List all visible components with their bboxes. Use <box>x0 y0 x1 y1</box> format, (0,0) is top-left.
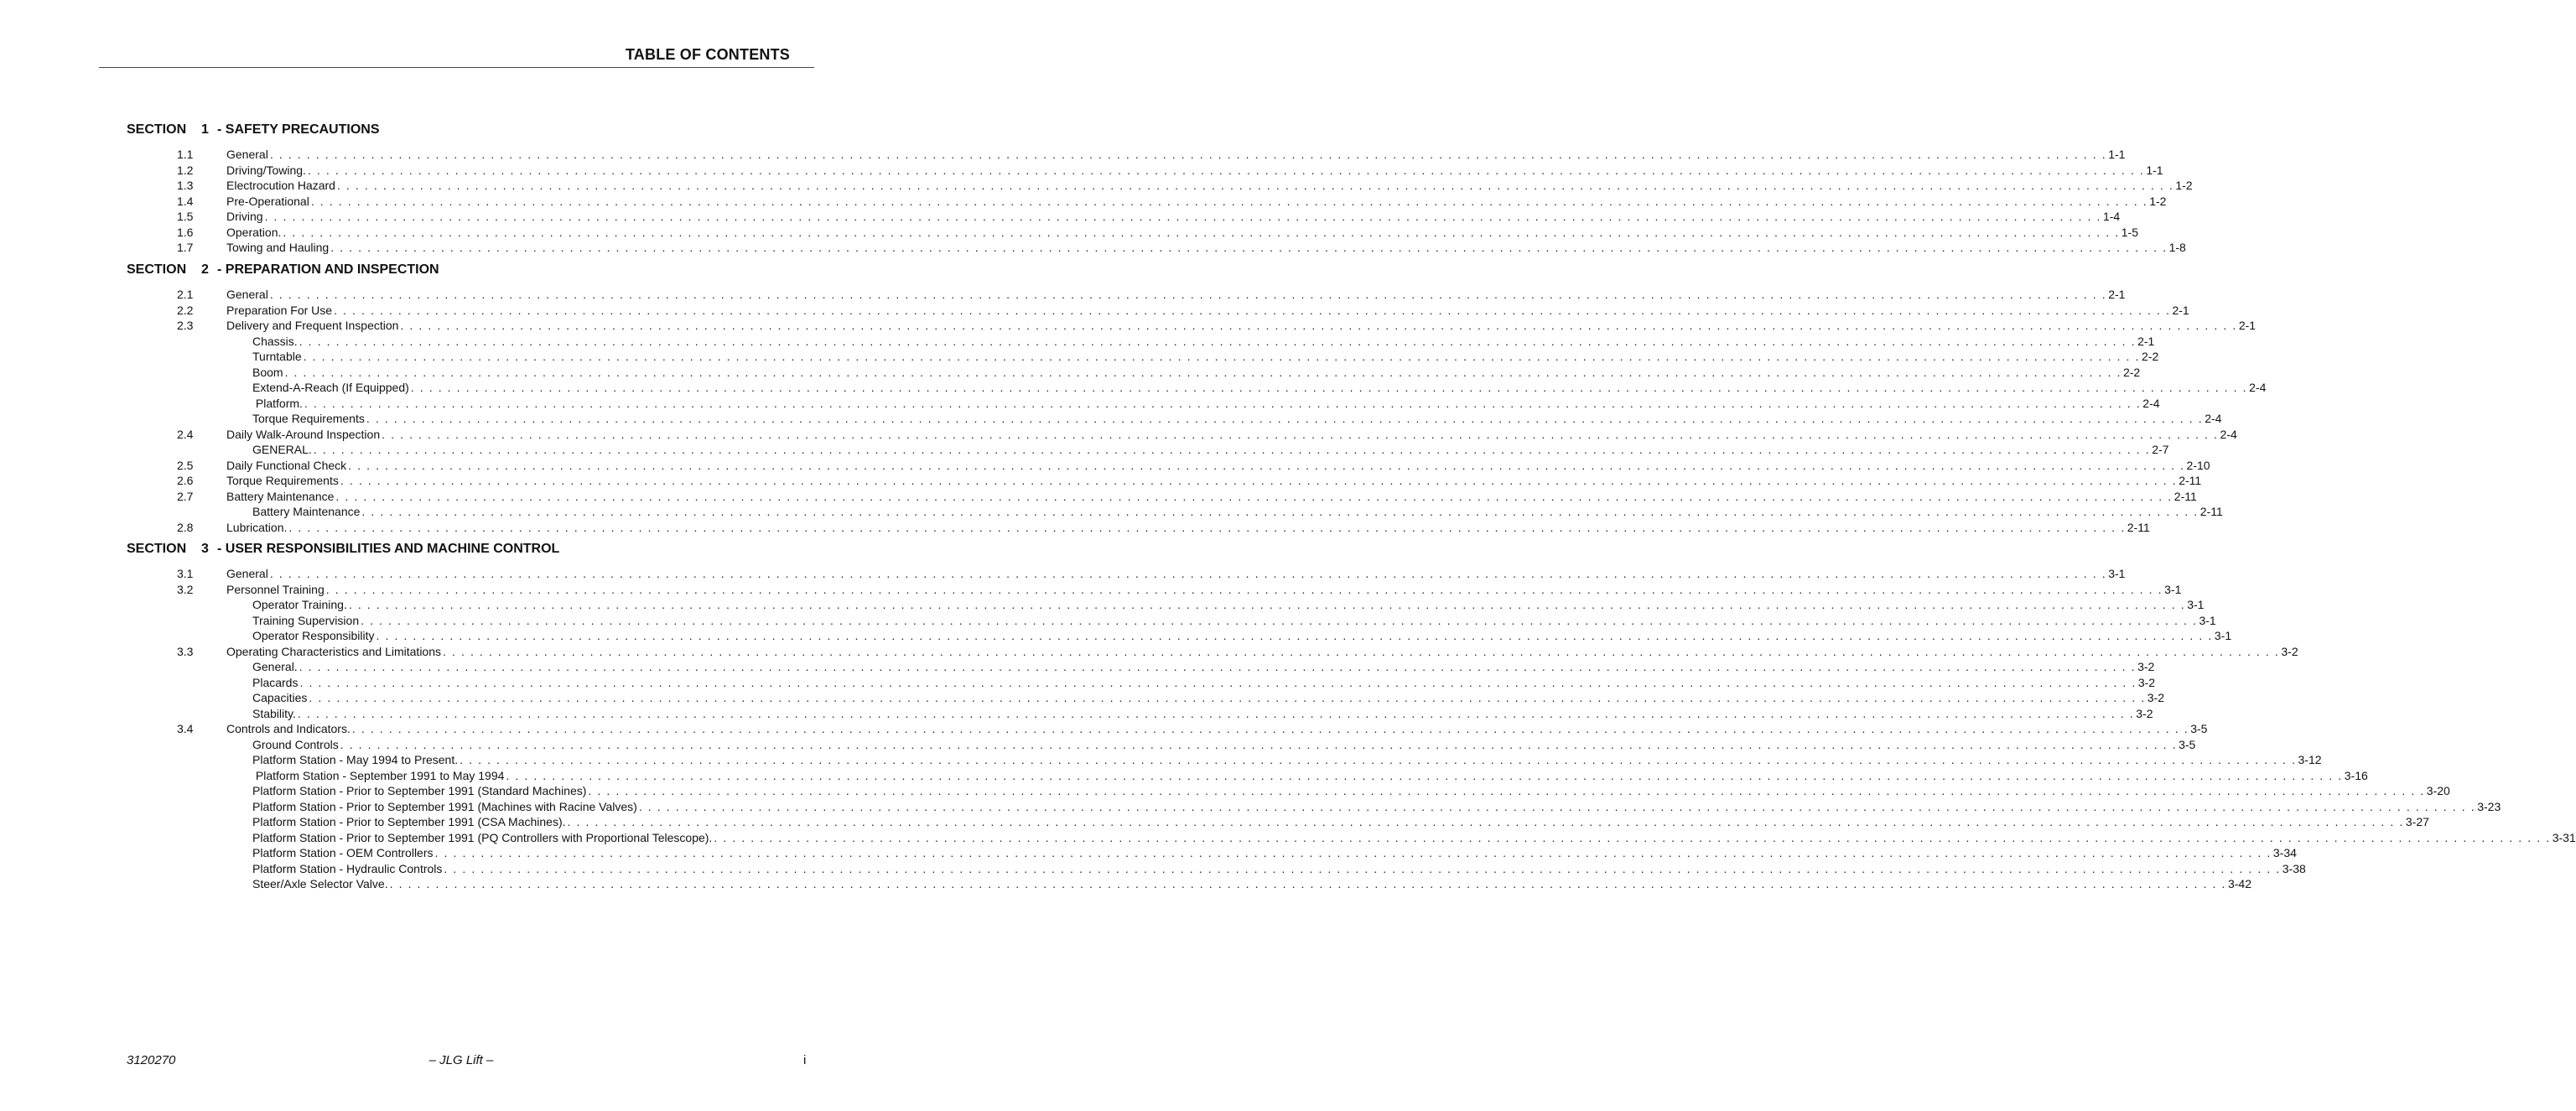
entry-label: General <box>226 148 268 161</box>
entry-page: 3-20 <box>2426 784 2450 797</box>
entry-label: Operating Characteristics and Limitations <box>226 644 442 658</box>
entry-page: 2-2 <box>2122 365 2141 379</box>
dot-leader: . . . . . . . . . . . . . . . . . . . . . . . . . . . . . . . . . . . . . . . . . . . . . . . . . . . . . . . . . . . . . . . . . . . . . . . . . . . . . . . . . . . . . . . . . . . . . . . . . . . . . . . . . . . . . . . . . . . . . . . . . . . . . . . . . . . . . . . . . . . . . . . . . . . . . . . . . . . . . . . . . . . . . . . . . . . . . . . . . . . . . . . . . . . . . . . . . . . . . . . . <box>309 691 2146 704</box>
entry-page: 3-42 <box>2227 877 2252 890</box>
toc-entry[interactable] <box>0 240 2186 255</box>
entry-number: 3.4 <box>177 722 194 735</box>
entry-label: Daily Functional Check <box>226 458 347 472</box>
entry-page: 3-5 <box>2190 722 2208 735</box>
entry-page: 2-1 <box>2108 288 2126 301</box>
toc-entry[interactable] <box>0 178 2193 193</box>
entry-line <box>226 489 2197 504</box>
dot-leader: . . . . . . . . . . . . . . . . . . . . . . . . . . . . . . . . . . . . . . . . . . . . . . . . . . . . . . . . . . . . . . . . . . . . . . . . . . . . . . . . . . . . . . . . . . . . . . . . . . . . . . . . . . . . . . . . . . . . . . . . . . . . . . . . . . . . . . . . . . . . . . . . . . . . . . . . . . . . . . . . . . . . . . . . . . . . . . . . . . . . . . . . . . . . . . . . . . . . . . . . <box>389 877 2226 890</box>
dot-leader: . . . . . . . . . . . . . . . . . . . . . . . . . . . . . . . . . . . . . . . . . . . . . . . . . . . . . . . . . . . . . . . . . . . . . . . . . . . . . . . . . . . . . . . . . . . . . . . . . . . . . . . . . . . . . . . . . . . . . . . . . . . . . . . . . . . . . . . . . . . . . . . . . . . . . . . . . . . . . . . . . . . . . . . . . . . . . . . . . . . . . . . . . . . . . . . . . . . . . . . . <box>269 567 2107 580</box>
dot-leader: . . . . . . . . . . . . . . . . . . . . . . . . . . . . . . . . . . . . . . . . . . . . . . . . . . . . . . . . . . . . . . . . . . . . . . . . . . . . . . . . . . . . . . . . . . . . . . . . . . . . . . . . . . . . . . . . . . . . . . . . . . . . . . . . . . . . . . . . . . . . . . . . . . . . . . . . . . . . . . . . . . . . . . . . . . . . . . . . . . . . . . . . . . . . . . . . . . . . . . . . <box>336 179 2174 192</box>
dot-leader: . . . . . . . . . . . . . . . . . . . . . . . . . . . . . . . . . . . . . . . . . . . . . . . . . . . . . . . . . . . . . . . . . . . . . . . . . . . . . . . . . . . . . . . . . . . . . . . . . . . . . . . . . . . . . . . . . . . . . . . . . . . . . . . . . . . . . . . . . . . . . . . . . . . . . . . . . . . . . . . . . . . . . . . . . . . . . . . . . . . . . . . . . . . . . . . . . . . . . . . . <box>269 288 2107 301</box>
dot-leader: . . . . . . . . . . . . . . . . . . . . . . . . . . . . . . . . . . . . . . . . . . . . . . . . . . . . . . . . . . . . . . . . . . . . . . . . . . . . . . . . . . . . . . . . . . . . . . . . . . . . . . . . . . . . . . . . . . . . . . . . . . . . . . . . . . . . . . . . . . . . . . . . . . . . . . . . . . . . . . . . . . . . . . . . . . . . . . . . . . . . . . . . . . . . . . . . . . . . . . . . <box>348 458 2185 472</box>
entry-line <box>252 442 2169 457</box>
dot-leader: . . . . . . . . . . . . . . . . . . . . . . . . . . . . . . . . . . . . . . . . . . . . . . . . . . . . . . . . . . . . . . . . . . . . . . . . . . . . . . . . . . . . . . . . . . . . . . . . . . . . . . . . . . . . . . . . . . . . . . . . . . . . . . . . . . . . . . . . . . . . . . . . . . . . . . . . . . . . . . . . . . . . . . . . . . . . . . . . . . . . . . . . . . . . . . . . . . . . . . . . <box>313 443 2151 456</box>
entry-page: 2-4 <box>2220 427 2237 441</box>
entry-label: Pre-Operational <box>226 194 309 208</box>
entry-number: 1.3 <box>177 179 194 192</box>
section-word: SECTION <box>127 542 187 556</box>
entry-label: Platform. <box>252 396 303 410</box>
toc-entry[interactable] <box>0 365 2141 380</box>
toc-entry[interactable] <box>0 504 2223 519</box>
entry-label: Platform Station - Hydraulic Controls <box>252 861 443 875</box>
toc-entry[interactable] <box>0 225 2138 240</box>
toc-entry[interactable] <box>0 613 2216 628</box>
entry-page: 2-11 <box>2179 474 2202 487</box>
entry-line <box>252 876 2252 891</box>
dot-leader: . . . . . . . . . . . . . . . . . . . . . . . . . . . . . . . . . . . . . . . . . . . . . . . . . . . . . . . . . . . . . . . . . . . . . . . . . . . . . . . . . . . . . . . . . . . . . . . . . . . . . . . . . . . . . . . . . . . . . . . . . . . . . . . . . . . . . . . . . . . . . . . . . . . . . . . . . . . . . . . . . . . . . . . . . . . . . . . . . . . . . . . . . . . . . . . . . . . . . . . . <box>434 846 2272 859</box>
entry-line <box>226 147 2126 162</box>
entry-label: GENERAL. <box>252 443 312 456</box>
entry-page: 1-5 <box>2121 225 2138 239</box>
toc-entry[interactable] <box>0 147 2126 162</box>
entry-line <box>252 768 2368 783</box>
section-title: - SAFETY PRECAUTIONS <box>217 122 380 137</box>
entry-line <box>226 520 2150 535</box>
toc-entry[interactable] <box>0 411 2222 426</box>
toc-entry[interactable] <box>0 768 2368 783</box>
entry-line <box>252 861 2306 876</box>
entry-page: 3-2 <box>2137 675 2156 689</box>
dot-leader: . . . . . . . . . . . . . . . . . . . . . . . . . . . . . . . . . . . . . . . . . . . . . . . . . . . . . . . . . . . . . . . . . . . . . . . . . . . . . . . . . . . . . . . . . . . . . . . . . . . . . . . . . . . . . . . . . . . . . . . . . . . . . . . . . . . . . . . . . . . . . . . . . . . . . . . . . . . . . . . . . . . . . . . . . . . . . . . . . . . . . . . . . . . . . . . . . . . . . . . . <box>351 722 2189 735</box>
entry-page: 3-2 <box>2147 691 2164 704</box>
entry-label: Platform Station - Prior to September 1991 (CSA Machines). <box>252 815 566 828</box>
entry-number: 1.1 <box>177 148 194 161</box>
dot-leader: . . . . . . . . . . . . . . . . . . . . . . . . . . . . . . . . . . . . . . . . . . . . . . . . . . . . . . . . . . . . . . . . . . . . . . . . . . . . . . . . . . . . . . . . . . . . . . . . . . . . . . . . . . . . . . . . . . . . . . . . . . . . . . . . . . . . . . . . . . . . . . . . . . . . . . . . . . . . . . . . . . . . . . . . . . . . . . . . . . . . . . . . . . . . . . . . . . . . . . . . <box>400 319 2237 332</box>
toc-entry[interactable] <box>0 706 2153 721</box>
entry-line <box>226 240 2186 255</box>
entry-label: Platform Station - Prior to September 1991 (Standard Machines) <box>252 784 587 797</box>
section-heading <box>127 122 380 138</box>
entry-line <box>252 504 2223 519</box>
entry-number: 2.7 <box>177 489 194 503</box>
section-number: 3 <box>201 542 209 556</box>
toc-entry[interactable] <box>0 489 2197 504</box>
entry-label: Extend-A-Reach (If Equipped) <box>252 381 409 394</box>
dot-leader: . . . . . . . . . . . . . . . . . . . . . . . . . . . . . . . . . . . . . . . . . . . . . . . . . . . . . . . . . . . . . . . . . . . . . . . . . . . . . . . . . . . . . . . . . . . . . . . . . . . . . . . . . . . . . . . . . . . . . . . . . . . . . . . . . . . . . . . . . . . . . . . . . . . . . . . . . . . . . . . . . . . . . . . . . . . . . . . . . . . . . . . . . . . . . . . . . . . . . . . . <box>444 861 2281 875</box>
toc-entry[interactable] <box>0 675 2156 690</box>
entry-label: Torque Requirements <box>252 412 365 425</box>
dot-leader: . . . . . . . . . . . . . . . . . . . . . . . . . . . . . . . . . . . . . . . . . . . . . . . . . . . . . . . . . . . . . . . . . . . . . . . . . . . . . . . . . . . . . . . . . . . . . . . . . . . . . . . . . . . . . . . . . . . . . . . . . . . . . . . . . . . . . . . . . . . . . . . . . . . . . . . . . . . . . . . . . . . . . . . . . . . . . . . . . . . . . . . . . . . . . . . . . . . . . . . . <box>299 675 2137 689</box>
dot-leader: . . . . . . . . . . . . . . . . . . . . . . . . . . . . . . . . . . . . . . . . . . . . . . . . . . . . . . . . . . . . . . . . . . . . . . . . . . . . . . . . . . . . . . . . . . . . . . . . . . . . . . . . . . . . . . . . . . . . . . . . . . . . . . . . . . . . . . . . . . . . . . . . . . . . . . . . . . . . . . . . . . . . . . . . . . . . . . . . . . . . . . . . . . . . . . . . . . . . . . . . <box>714 830 2551 844</box>
entry-label: Stability. <box>252 706 296 720</box>
entry-label: Preparation For Use <box>226 303 333 317</box>
dot-leader: . . . . . . . . . . . . . . . . . . . . . . . . . . . . . . . . . . . . . . . . . . . . . . . . . . . . . . . . . . . . . . . . . . . . . . . . . . . . . . . . . . . . . . . . . . . . . . . . . . . . . . . . . . . . . . . . . . . . . . . . . . . . . . . . . . . . . . . . . . . . . . . . . . . . . . . . . . . . . . . . . . . . . . . . . . . . . . . . . . . . . . . . . . . . . . . . . . . . . . . . <box>310 194 2148 208</box>
entry-line <box>252 349 2159 364</box>
toc-entry[interactable] <box>0 396 2160 411</box>
entry-number: 1.6 <box>177 225 194 239</box>
entry-label: Towing and Hauling <box>226 241 330 254</box>
entry-number: 2.6 <box>177 474 194 487</box>
entry-line <box>252 380 2267 395</box>
entry-number: 3.3 <box>177 644 194 658</box>
entry-label: Daily Walk-Around Inspection <box>226 427 381 441</box>
entry-page: 3-27 <box>2405 815 2429 828</box>
toc-entry[interactable] <box>0 582 2182 597</box>
entry-page: 2-11 <box>2174 489 2197 503</box>
toc-entry[interactable] <box>0 209 2121 224</box>
entry-line <box>226 194 2167 209</box>
entry-line <box>226 458 2210 473</box>
dot-leader: . . . . . . . . . . . . . . . . . . . . . . . . . . . . . . . . . . . . . . . . . . . . . . . . . . . . . . . . . . . . . . . . . . . . . . . . . . . . . . . . . . . . . . . . . . . . . . . . . . . . . . . . . . . . . . . . . . . . . . . . . . . . . . . . . . . . . . . . . . . . . . . . . . . . . . . . . . . . . . . . . . . . . . . . . . . . . . . . . . . . . . . . . . . . . . . . . . . . . . . . <box>443 644 2280 658</box>
entry-label: Delivery and Frequent Inspection <box>226 319 399 332</box>
entry-page: 3-34 <box>2272 846 2297 859</box>
entry-page: 2-4 <box>2249 381 2267 394</box>
entry-page: 2-7 <box>2152 443 2169 456</box>
entry-page: 2-11 <box>2199 505 2223 518</box>
entry-line <box>226 163 2163 178</box>
entry-line <box>252 396 2160 411</box>
toc-entry[interactable] <box>0 163 2163 178</box>
entry-number: 1.5 <box>177 210 194 223</box>
entry-page: 3-12 <box>2298 753 2322 766</box>
entry-label: General <box>226 567 268 580</box>
entry-page: 2-1 <box>2172 303 2189 317</box>
entry-line <box>252 799 2501 814</box>
entry-line <box>252 830 2576 845</box>
dot-leader: . . . . . . . . . . . . . . . . . . . . . . . . . . . . . . . . . . . . . . . . . . . . . . . . . . . . . . . . . . . . . . . . . . . . . . . . . . . . . . . . . . . . . . . . . . . . . . . . . . . . . . . . . . . . . . . . . . . . . . . . . . . . . . . . . . . . . . . . . . . . . . . . . . . . . . . . . . . . . . . . . . . . . . . . . . . . . . . . . . . . . . . . . . . . . . . . . . . . . . . . <box>264 210 2101 223</box>
dot-leader: . . . . . . . . . . . . . . . . . . . . . . . . . . . . . . . . . . . . . . . . . . . . . . . . . . . . . . . . . . . . . . . . . . . . . . . . . . . . . . . . . . . . . . . . . . . . . . . . . . . . . . . . . . . . . . . . . . . . . . . . . . . . . . . . . . . . . . . . . . . . . . . . . . . . . . . . . . . . . . . . . . . . . . . . . . . . . . . . . . . . . . . . . . . . . . . . . . . . . . . . <box>340 474 2178 487</box>
section-heading <box>127 542 559 557</box>
entry-line <box>252 411 2222 426</box>
entry-line <box>252 597 2205 612</box>
dot-leader: . . . . . . . . . . . . . . . . . . . . . . . . . . . . . . . . . . . . . . . . . . . . . . . . . . . . . . . . . . . . . . . . . . . . . . . . . . . . . . . . . . . . . . . . . . . . . . . . . . . . . . . . . . . . . . . . . . . . . . . . . . . . . . . . . . . . . . . . . . . . . . . . . . . . . . . . . . . . . . . . . . . . . . . . . . . . . . . . . . . . . . . . . . . . . . . . . . . . . . . . <box>284 365 2122 379</box>
dot-leader: . . . . . . . . . . . . . . . . . . . . . . . . . . . . . . . . . . . . . . . . . . . . . . . . . . . . . . . . . . . . . . . . . . . . . . . . . . . . . . . . . . . . . . . . . . . . . . . . . . . . . . . . . . . . . . . . . . . . . . . . . . . . . . . . . . . . . . . . . . . . . . . . . . . . . . . . . . . . . . . . . . . . . . . . . . . . . . . . . . . . . . . . . . . . . . . . . . . . . . . . <box>299 334 2137 348</box>
dot-leader: . . . . . . . . . . . . . . . . . . . . . . . . . . . . . . . . . . . . . . . . . . . . . . . . . . . . . . . . . . . . . . . . . . . . . . . . . . . . . . . . . . . . . . . . . . . . . . . . . . . . . . . . . . . . . . . . . . . . . . . . . . . . . . . . . . . . . . . . . . . . . . . . . . . . . . . . . . . . . . . . . . . . . . . . . . . . . . . . . . . . . . . . . . . . . . . . . . . . . . . . <box>334 303 2171 317</box>
entry-page: 3-5 <box>2179 737 2196 751</box>
entry-label: Operator Training. <box>252 598 347 611</box>
dot-leader: . . . . . . . . . . . . . . . . . . . . . . . . . . . . . . . . . . . . . . . . . . . . . . . . . . . . . . . . . . . . . . . . . . . . . . . . . . . . . . . . . . . . . . . . . . . . . . . . . . . . . . . . . . . . . . . . . . . . . . . . . . . . . . . . . . . . . . . . . . . . . . . . . . . . . . . . . . . . . . . . . . . . . . . . . . . . . . . . . . . . . . . . . . . . . . . . . . . . . . . . <box>361 505 2199 518</box>
entry-line <box>252 690 2164 705</box>
section-number: 2 <box>201 262 209 277</box>
entry-page: 3-1 <box>2108 567 2126 580</box>
dot-leader: . . . . . . . . . . . . . . . . . . . . . . . . . . . . . . . . . . . . . . . . . . . . . . . . . . . . . . . . . . . . . . . . . . . . . . . . . . . . . . . . . . . . . . . . . . . . . . . . . . . . . . . . . . . . . . . . . . . . . . . . . . . . . . . . . . . . . . . . . . . . . . . . . . . . . . . . . . . . . . . . . . . . . . . . . . . . . . . . . . . . . . . . . . . . . . . . . . . . . . . . <box>269 148 2107 161</box>
toc-entry[interactable] <box>0 690 2164 705</box>
toc-entry[interactable] <box>0 380 2267 395</box>
entry-line <box>252 814 2429 829</box>
entry-line <box>226 721 2208 736</box>
entry-page: 2-11 <box>2127 520 2150 534</box>
entry-label: Electrocution Hazard <box>226 179 335 192</box>
toc-entry[interactable] <box>0 644 2298 659</box>
page-title: TABLE OF CONTENTS <box>625 46 790 63</box>
toc-entry[interactable] <box>0 287 2126 302</box>
toc-entry[interactable] <box>0 799 2501 814</box>
dot-leader: . . . . . . . . . . . . . . . . . . . . . . . . . . . . . . . . . . . . . . . . . . . . . . . . . . . . . . . . . . . . . . . . . . . . . . . . . . . . . . . . . . . . . . . . . . . . . . . . . . . . . . . . . . . . . . . . . . . . . . . . . . . . . . . . . . . . . . . . . . . . . . . . . . . . . . . . . . . . . . . . . . . . . . . . . . . . . . . . . . . . . . . . . . . . . . . . . . . . . . . . <box>366 412 2204 425</box>
entry-line <box>226 427 2237 442</box>
entry-line <box>252 706 2153 721</box>
entry-line <box>252 628 2232 643</box>
entry-label: Battery Maintenance <box>252 505 361 518</box>
toc-entry[interactable] <box>0 814 2429 829</box>
entry-number: 2.1 <box>177 288 194 301</box>
entry-label: Chassis. <box>252 334 298 348</box>
toc-entry[interactable] <box>0 721 2208 736</box>
dot-leader: . . . . . . . . . . . . . . . . . . . . . . . . . . . . . . . . . . . . . . . . . . . . . . . . . . . . . . . . . . . . . . . . . . . . . . . . . . . . . . . . . . . . . . . . . . . . . . . . . . . . . . . . . . . . . . . . . . . . . . . . . . . . . . . . . . . . . . . . . . . . . . . . . . . . . . . . . . . . . . . . . . . . . . . . . . . . . . . . . . . . . . . . . . . . . . . . . . . . . . . . <box>335 489 2173 503</box>
toc-entry[interactable] <box>0 876 2252 891</box>
entry-number: 2.3 <box>177 319 194 332</box>
entry-number: 1.2 <box>177 163 194 177</box>
entry-line <box>252 675 2156 690</box>
entry-number: 2.8 <box>177 520 194 534</box>
footer-page-number: i <box>803 1053 807 1067</box>
entry-page: 1-4 <box>2102 210 2121 223</box>
entry-line <box>252 613 2216 628</box>
toc-entry[interactable] <box>0 303 2189 318</box>
entry-page: 2-4 <box>2142 396 2160 410</box>
dot-leader: . . . . . . . . . . . . . . . . . . . . . . . . . . . . . . . . . . . . . . . . . . . . . . . . . . . . . . . . . . . . . . . . . . . . . . . . . . . . . . . . . . . . . . . . . . . . . . . . . . . . . . . . . . . . . . . . . . . . . . . . . . . . . . . . . . . . . . . . . . . . . . . . . . . . . . . . . . . . . . . . . . . . . . . . . . . . . . . . . . . . . . . . . . . . . . . . . . . . . . . . <box>297 706 2135 720</box>
entry-page: 2-10 <box>2186 458 2210 472</box>
toc-entry[interactable] <box>0 861 2306 876</box>
entry-line <box>252 752 2322 767</box>
dot-leader: . . . . . . . . . . . . . . . . . . . . . . . . . . . . . . . . . . . . . . . . . . . . . . . . . . . . . . . . . . . . . . . . . . . . . . . . . . . . . . . . . . . . . . . . . . . . . . . . . . . . . . . . . . . . . . . . . . . . . . . . . . . . . . . . . . . . . . . . . . . . . . . . . . . . . . . . . . . . . . . . . . . . . . . . . . . . . . . . . . . . . . . . . . . . . . . . . . . . . . . . <box>299 660 2137 673</box>
entry-label: Controls and Indicators. <box>226 722 351 735</box>
toc-entry[interactable] <box>0 458 2210 473</box>
entry-label: Battery Maintenance <box>226 489 335 503</box>
dot-leader: . . . . . . . . . . . . . . . . . . . . . . . . . . . . . . . . . . . . . . . . . . . . . . . . . . . . . . . . . . . . . . . . . . . . . . . . . . . . . . . . . . . . . . . . . . . . . . . . . . . . . . . . . . . . . . . . . . . . . . . . . . . . . . . . . . . . . . . . . . . . . . . . . . . . . . . . . . . . . . . . . . . . . . . . . . . . . . . . . . . . . . . . . . . . . . . . . . . . . . . . <box>304 396 2142 410</box>
entry-label: Lubrication. <box>226 520 288 534</box>
toc-entry[interactable] <box>0 520 2150 535</box>
toc-entry[interactable] <box>0 659 2155 674</box>
toc-entry[interactable] <box>0 442 2169 457</box>
entry-label: Boom <box>252 365 283 379</box>
entry-label: Ground Controls <box>252 737 339 751</box>
entry-label: General. <box>252 660 298 673</box>
entry-label: General <box>226 288 268 301</box>
entry-label: Platform Station - Prior to September 1991 (PQ Controllers with Proportional Telescope). <box>252 830 713 844</box>
dot-leader: . . . . . . . . . . . . . . . . . . . . . . . . . . . . . . . . . . . . . . . . . . . . . . . . . . . . . . . . . . . . . . . . . . . . . . . . . . . . . . . . . . . . . . . . . . . . . . . . . . . . . . . . . . . . . . . . . . . . . . . . . . . . . . . . . . . . . . . . . . . . . . . . . . . . . . . . . . . . . . . . . . . . . . . . . . . . . . . . . . . . . . . . . . . . . . . . . . . . . . . . <box>348 598 2186 611</box>
entry-page: 1-1 <box>2108 148 2126 161</box>
entry-line <box>226 303 2189 318</box>
entry-line <box>226 225 2138 240</box>
entry-number: 3.1 <box>177 567 194 580</box>
entry-page: 3-2 <box>2137 660 2155 673</box>
footer-publisher: – JLG Lift – <box>428 1053 494 1067</box>
entry-line <box>252 365 2141 380</box>
entry-line <box>226 287 2126 302</box>
toc-entry[interactable] <box>0 597 2205 612</box>
toc-entry[interactable] <box>0 473 2202 488</box>
section-word: SECTION <box>127 262 187 277</box>
entry-label: Driving <box>226 210 263 223</box>
entry-label: Steer/Axle Selector Valve. <box>252 877 388 890</box>
entry-page: 3-1 <box>2164 582 2182 596</box>
entry-label: Placards <box>252 675 299 689</box>
toc-entry[interactable] <box>0 349 2159 364</box>
footer-doc-number: 3120270 <box>127 1053 176 1067</box>
entry-page: 1-8 <box>2168 241 2186 254</box>
entry-label: Platform Station - OEM Controllers <box>252 846 434 859</box>
entry-page: 3-16 <box>2344 768 2368 782</box>
entry-line <box>226 209 2121 224</box>
entry-page: 2-4 <box>2205 412 2222 425</box>
dot-leader: . . . . . . . . . . . . . . . . . . . . . . . . . . . . . . . . . . . . . . . . . . . . . . . . . . . . . . . . . . . . . . . . . . . . . . . . . . . . . . . . . . . . . . . . . . . . . . . . . . . . . . . . . . . . . . . . . . . . . . . . . . . . . . . . . . . . . . . . . . . . . . . . . . . . . . . . . . . . . . . . . . . . . . . . . . . . . . . . . . . . . . . . . . . . . . . . . . . . . . . . <box>410 381 2248 394</box>
entry-line <box>252 659 2155 674</box>
dot-leader: . . . . . . . . . . . . . . . . . . . . . . . . . . . . . . . . . . . . . . . . . . . . . . . . . . . . . . . . . . . . . . . . . . . . . . . . . . . . . . . . . . . . . . . . . . . . . . . . . . . . . . . . . . . . . . . . . . . . . . . . . . . . . . . . . . . . . . . . . . . . . . . . . . . . . . . . . . . . . . . . . . . . . . . . . . . . . . . . . . . . . . . . . . . . . . . . . . . . . . . . <box>303 350 2140 363</box>
toc-entry[interactable] <box>0 783 2450 798</box>
entry-label: Training Supervision <box>252 613 360 627</box>
dot-leader: . . . . . . . . . . . . . . . . . . . . . . . . . . . . . . . . . . . . . . . . . . . . . . . . . . . . . . . . . . . . . . . . . . . . . . . . . . . . . . . . . . . . . . . . . . . . . . . . . . . . . . . . . . . . . . . . . . . . . . . . . . . . . . . . . . . . . . . . . . . . . . . . . . . . . . . . . . . . . . . . . . . . . . . . . . . . . . . . . . . . . . . . . . . . . . . . . . . . . . . . <box>283 225 2120 239</box>
entry-page: 3-2 <box>2281 644 2298 658</box>
entry-number: 2.2 <box>177 303 194 317</box>
dot-leader: . . . . . . . . . . . . . . . . . . . . . . . . . . . . . . . . . . . . . . . . . . . . . . . . . . . . . . . . . . . . . . . . . . . . . . . . . . . . . . . . . . . . . . . . . . . . . . . . . . . . . . . . . . . . . . . . . . . . . . . . . . . . . . . . . . . . . . . . . . . . . . . . . . . . . . . . . . . . . . . . . . . . . . . . . . . . . . . . . . . . . . . . . . . . . . . . . . . . . . . . <box>330 241 2168 254</box>
entry-label: Turntable <box>252 350 302 363</box>
toc-entry[interactable] <box>0 334 2155 349</box>
entry-label: Platform Station - September 1991 to May 1994 <box>252 768 505 782</box>
entry-line <box>226 566 2126 581</box>
section-heading <box>127 262 439 278</box>
toc-entry[interactable] <box>0 194 2167 209</box>
entry-page: 2-2 <box>2142 350 2159 363</box>
entry-page: 2-1 <box>2238 319 2257 332</box>
section-number: 1 <box>201 122 209 137</box>
entry-page: 3-1 <box>2199 613 2216 627</box>
entry-line <box>252 334 2155 349</box>
toc-entry[interactable] <box>0 427 2237 442</box>
section-title: - USER RESPONSIBILITIES AND MACHINE CONTROL <box>217 542 560 556</box>
dot-leader: . . . . . . . . . . . . . . . . . . . . . . . . . . . . . . . . . . . . . . . . . . . . . . . . . . . . . . . . . . . . . . . . . . . . . . . . . . . . . . . . . . . . . . . . . . . . . . . . . . . . . . . . . . . . . . . . . . . . . . . . . . . . . . . . . . . . . . . . . . . . . . . . . . . . . . . . . . . . . . . . . . . . . . . . . . . . . . . . . . . . . . . . . . . . . . . . . . . . . . . . <box>307 163 2145 177</box>
entry-page: 3-1 <box>2187 598 2205 611</box>
entry-page: 3-23 <box>2477 799 2501 813</box>
entry-page: 1-2 <box>2175 179 2193 192</box>
entry-page: 1-1 <box>2146 163 2163 177</box>
toc-entry[interactable] <box>0 566 2126 581</box>
dot-leader: . . . . . . . . . . . . . . . . . . . . . . . . . . . . . . . . . . . . . . . . . . . . . . . . . . . . . . . . . . . . . . . . . . . . . . . . . . . . . . . . . . . . . . . . . . . . . . . . . . . . . . . . . . . . . . . . . . . . . . . . . . . . . . . . . . . . . . . . . . . . . . . . . . . . . . . . . . . . . . . . . . . . . . . . . . . . . . . . . . . . . . . . . . . . . . . . . . . . . . . . <box>567 815 2404 828</box>
dot-leader: . . . . . . . . . . . . . . . . . . . . . . . . . . . . . . . . . . . . . . . . . . . . . . . . . . . . . . . . . . . . . . . . . . . . . . . . . . . . . . . . . . . . . . . . . . . . . . . . . . . . . . . . . . . . . . . . . . . . . . . . . . . . . . . . . . . . . . . . . . . . . . . . . . . . . . . . . . . . . . . . . . . . . . . . . . . . . . . . . . . . . . . . . . . . . . . . . . . . . . . . <box>288 520 2126 534</box>
entry-line <box>252 737 2196 752</box>
entry-line <box>226 318 2257 333</box>
toc-entry[interactable] <box>0 752 2322 767</box>
section-title: - PREPARATION AND INSPECTION <box>217 262 439 277</box>
dot-leader: . . . . . . . . . . . . . . . . . . . . . . . . . . . . . . . . . . . . . . . . . . . . . . . . . . . . . . . . . . . . . . . . . . . . . . . . . . . . . . . . . . . . . . . . . . . . . . . . . . . . . . . . . . . . . . . . . . . . . . . . . . . . . . . . . . . . . . . . . . . . . . . . . . . . . . . . . . . . . . . . . . . . . . . . . . . . . . . . . . . . . . . . . . . . . . . . . . . . . . . . <box>588 784 2425 797</box>
dot-leader: . . . . . . . . . . . . . . . . . . . . . . . . . . . . . . . . . . . . . . . . . . . . . . . . . . . . . . . . . . . . . . . . . . . . . . . . . . . . . . . . . . . . . . . . . . . . . . . . . . . . . . . . . . . . . . . . . . . . . . . . . . . . . . . . . . . . . . . . . . . . . . . . . . . . . . . . . . . . . . . . . . . . . . . . . . . . . . . . . . . . . . . . . . . . . . . . . . . . . . . . <box>382 427 2219 441</box>
entry-number: 3.2 <box>177 582 194 596</box>
entry-line <box>226 178 2193 193</box>
section-word: SECTION <box>127 122 187 137</box>
entry-label: Operator Responsibility <box>252 629 375 642</box>
toc-entry[interactable] <box>0 845 2297 860</box>
entry-line <box>226 644 2298 659</box>
entry-page: 3-1 <box>2214 629 2232 642</box>
entry-label: Platform Station - Prior to September 1991 (Machines with Racine Valves) <box>252 799 637 813</box>
entry-label: Torque Requirements <box>226 474 339 487</box>
toc-entry[interactable] <box>0 318 2257 333</box>
dot-leader: . . . . . . . . . . . . . . . . . . . . . . . . . . . . . . . . . . . . . . . . . . . . . . . . . . . . . . . . . . . . . . . . . . . . . . . . . . . . . . . . . . . . . . . . . . . . . . . . . . . . . . . . . . . . . . . . . . . . . . . . . . . . . . . . . . . . . . . . . . . . . . . . . . . . . . . . . . . . . . . . . . . . . . . . . . . . . . . . . . . . . . . . . . . . . . . . . . . . . . . . <box>506 768 2343 782</box>
entry-page: 3-2 <box>2136 706 2153 720</box>
entry-line <box>252 845 2297 860</box>
entry-line <box>226 473 2202 488</box>
dot-leader: . . . . . . . . . . . . . . . . . . . . . . . . . . . . . . . . . . . . . . . . . . . . . . . . . . . . . . . . . . . . . . . . . . . . . . . . . . . . . . . . . . . . . . . . . . . . . . . . . . . . . . . . . . . . . . . . . . . . . . . . . . . . . . . . . . . . . . . . . . . . . . . . . . . . . . . . . . . . . . . . . . . . . . . . . . . . . . . . . . . . . . . . . . . . . . . . . . . . . . . . <box>361 613 2198 627</box>
toc-entry[interactable] <box>0 830 2576 845</box>
entry-page: 3-38 <box>2282 861 2306 875</box>
dot-leader: . . . . . . . . . . . . . . . . . . . . . . . . . . . . . . . . . . . . . . . . . . . . . . . . . . . . . . . . . . . . . . . . . . . . . . . . . . . . . . . . . . . . . . . . . . . . . . . . . . . . . . . . . . . . . . . . . . . . . . . . . . . . . . . . . . . . . . . . . . . . . . . . . . . . . . . . . . . . . . . . . . . . . . . . . . . . . . . . . . . . . . . . . . . . . . . . . . . . . . . . <box>460 753 2297 766</box>
entry-number: 1.7 <box>177 241 194 254</box>
entry-label: Operation. <box>226 225 282 239</box>
entry-label: Platform Station - May 1994 to Present. <box>252 753 459 766</box>
entry-number: 2.4 <box>177 427 194 441</box>
entry-page: 1-2 <box>2149 194 2167 208</box>
entry-number: 1.4 <box>177 194 194 208</box>
dot-leader: . . . . . . . . . . . . . . . . . . . . . . . . . . . . . . . . . . . . . . . . . . . . . . . . . . . . . . . . . . . . . . . . . . . . . . . . . . . . . . . . . . . . . . . . . . . . . . . . . . . . . . . . . . . . . . . . . . . . . . . . . . . . . . . . . . . . . . . . . . . . . . . . . . . . . . . . . . . . . . . . . . . . . . . . . . . . . . . . . . . . . . . . . . . . . . . . . . . . . . . . <box>638 799 2476 813</box>
dot-leader: . . . . . . . . . . . . . . . . . . . . . . . . . . . . . . . . . . . . . . . . . . . . . . . . . . . . . . . . . . . . . . . . . . . . . . . . . . . . . . . . . . . . . . . . . . . . . . . . . . . . . . . . . . . . . . . . . . . . . . . . . . . . . . . . . . . . . . . . . . . . . . . . . . . . . . . . . . . . . . . . . . . . . . . . . . . . . . . . . . . . . . . . . . . . . . . . . . . . . . . . <box>325 582 2163 596</box>
entry-number: 2.5 <box>177 458 194 472</box>
entry-label: Driving/Towing. <box>226 163 306 177</box>
toc-entry[interactable] <box>0 628 2232 643</box>
entry-page: 3-31 <box>2552 830 2576 844</box>
entry-page: 2-1 <box>2137 334 2155 348</box>
toc-entry[interactable] <box>0 737 2196 752</box>
entry-line <box>252 783 2450 798</box>
entry-label: Capacities <box>252 691 308 704</box>
dot-leader: . . . . . . . . . . . . . . . . . . . . . . . . . . . . . . . . . . . . . . . . . . . . . . . . . . . . . . . . . . . . . . . . . . . . . . . . . . . . . . . . . . . . . . . . . . . . . . . . . . . . . . . . . . . . . . . . . . . . . . . . . . . . . . . . . . . . . . . . . . . . . . . . . . . . . . . . . . . . . . . . . . . . . . . . . . . . . . . . . . . . . . . . . . . . . . . . . . . . . . . . <box>340 737 2178 751</box>
dot-leader: . . . . . . . . . . . . . . . . . . . . . . . . . . . . . . . . . . . . . . . . . . . . . . . . . . . . . . . . . . . . . . . . . . . . . . . . . . . . . . . . . . . . . . . . . . . . . . . . . . . . . . . . . . . . . . . . . . . . . . . . . . . . . . . . . . . . . . . . . . . . . . . . . . . . . . . . . . . . . . . . . . . . . . . . . . . . . . . . . . . . . . . . . . . . . . . . . . . . . . . . <box>376 629 2213 642</box>
entry-line <box>226 582 2182 597</box>
entry-label: Personnel Training <box>226 582 325 596</box>
